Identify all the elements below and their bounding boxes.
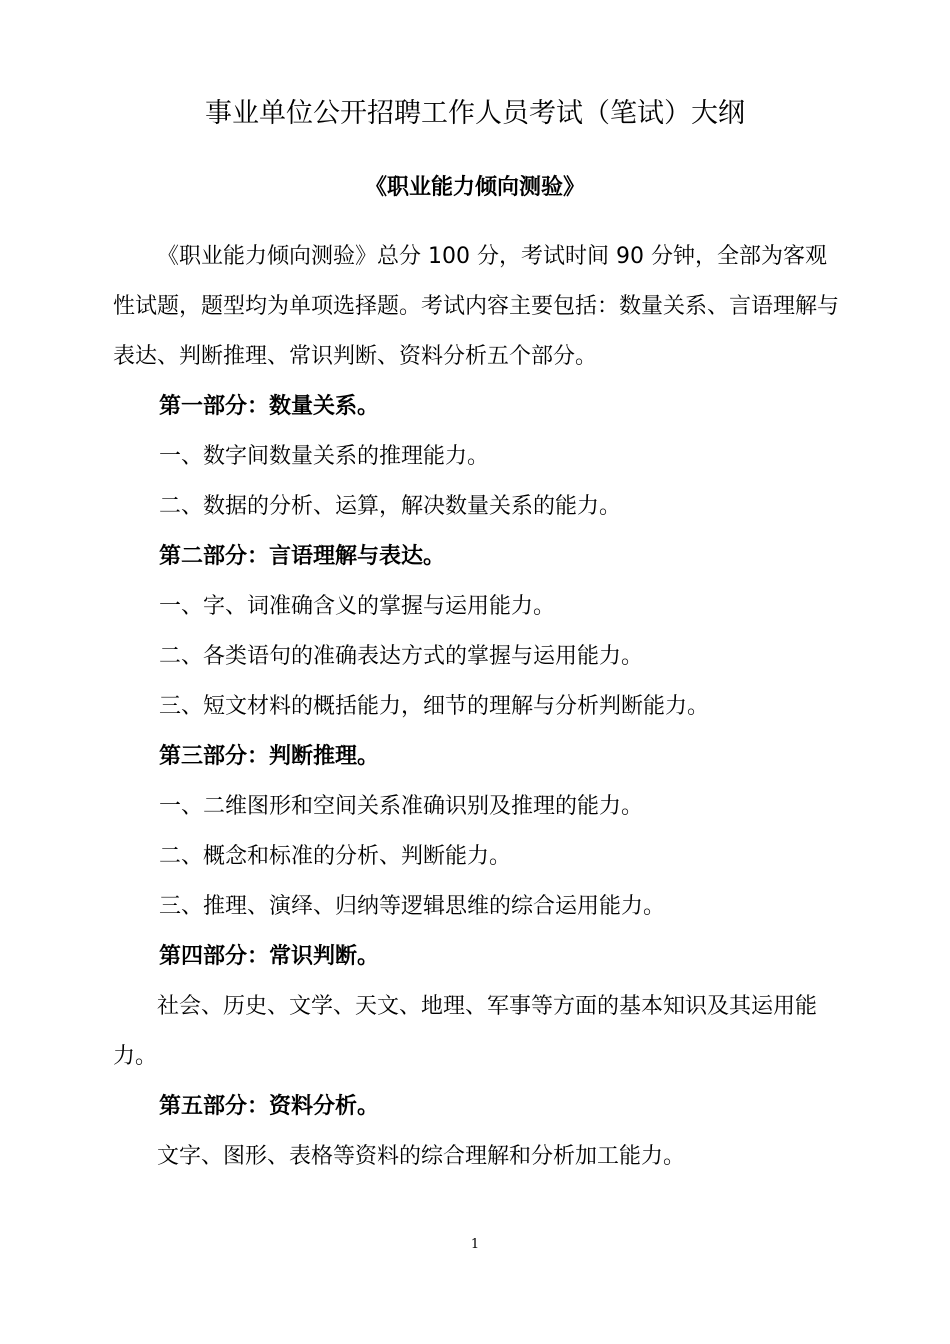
section-body: 社会、历史、文学、天文、地理、军事等方面的基本知识及其运用能力。 [113,994,818,1069]
section-heading: 第三部分：判断推理。 [159,744,380,769]
section-heading: 第一部分：数量关系。 [159,394,380,419]
section-quantitative [113,382,843,532]
section-item: 二、数据的分析、运算，解决数量关系的能力。 [159,494,622,519]
section-heading: 第五部分：资料分析。 [159,1094,380,1119]
intro-paragraph: 《职业能力倾向测验》总分 100 分，考试时间 90 分钟，全部为客观性试题，题型均为单项选择题。考试内容主要包括：数量关系、言语理解与表达、判断推理、常识判断、资料分析五个部分。 [113,244,840,369]
section-heading: 第二部分：言语理解与表达。 [159,544,446,569]
section-item: 二、概念和标准的分析、判断能力。 [159,844,512,869]
page-title: 事业单位公开招聘工作人员考试（笔试）大纲 [205,98,745,129]
page-number: 1 [470,1237,480,1252]
section-heading: 第四部分：常识判断。 [159,944,380,969]
section-item: 一、数字间数量关系的推理能力。 [159,444,490,469]
document-body [113,232,843,1182]
section-item: 一、二维图形和空间关系准确识别及推理的能力。 [159,794,644,819]
section-verbal [113,532,843,732]
section-reasoning [113,732,843,932]
section-item: 三、短文材料的概括能力，细节的理解与分析判断能力。 [159,694,710,719]
document-subtitle: 《职业能力倾向测验》 [364,175,585,200]
section-item: 三、推理、演绎、归纳等逻辑思维的综合运用能力。 [159,894,666,919]
section-body: 文字、图形、表格等资料的综合理解和分析加工能力。 [157,1144,686,1169]
section-common-sense [113,932,843,1082]
section-item: 二、各类语句的准确表达方式的掌握与运用能力。 [159,644,644,669]
section-data-analysis [113,1082,843,1182]
section-item: 一、字、词准确含义的掌握与运用能力。 [159,594,556,619]
